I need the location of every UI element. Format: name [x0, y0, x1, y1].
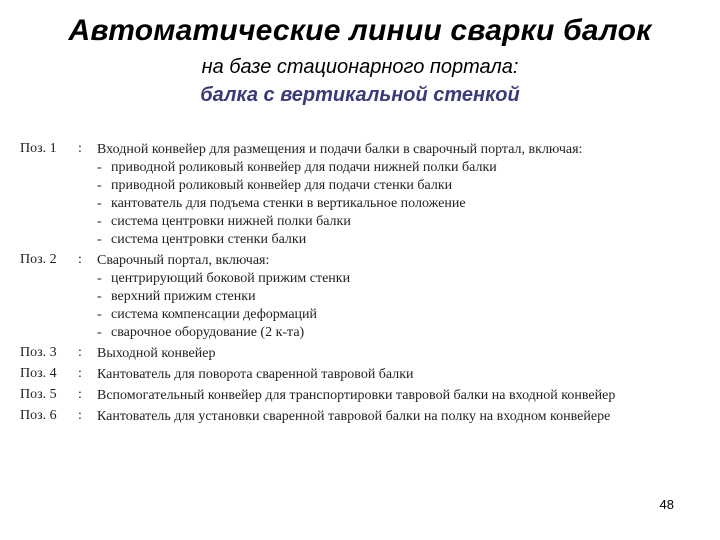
slide-title: Автоматические линии сварки балок [68, 14, 652, 47]
position-5 [20, 387, 710, 405]
position-colon: : [78, 387, 82, 402]
position-6 [20, 408, 710, 426]
position-text: Сварочный портал, включая: [97, 253, 270, 268]
position-label: Поз. 1 [20, 141, 57, 156]
position-subitem: - система компенсации деформаций [97, 307, 318, 322]
position-label: Поз. 3 [20, 345, 57, 360]
dash: - [97, 271, 102, 286]
slide-subtitle-line2: балка с вертикальной стенкой [200, 84, 520, 106]
position-subitem: - приводной роликовый конвейер для подачи нижней полки балки [97, 160, 497, 175]
dash: - [97, 232, 102, 247]
position-4 [20, 366, 710, 384]
position-label: Поз. 6 [20, 408, 57, 423]
dash: - [97, 307, 102, 322]
position-label: Поз. 5 [20, 387, 57, 402]
position-text: Кантователь для установки сваренной тавровой балки на полку на входном конвейере [97, 409, 611, 424]
position-label: Поз. 2 [20, 252, 57, 267]
position-3 [20, 345, 710, 363]
dash: - [97, 289, 102, 304]
dash: - [97, 325, 102, 340]
position-text: Вспомогательный конвейер для транспортировки тавровой балки на входной конвейер [97, 388, 616, 403]
positions-list [20, 141, 710, 426]
dash: - [97, 178, 102, 193]
position-colon: : [78, 252, 82, 267]
dash: - [97, 196, 102, 211]
position-subitem: - система центровки нижней полки балки [97, 214, 351, 229]
position-subitem: - кантователь для подъема стенки в вертикальное положение [97, 196, 466, 211]
position-label: Поз. 4 [20, 366, 57, 381]
position-text: Кантователь для поворота сваренной тавровой балки [97, 367, 414, 382]
position-subitem: - верхний прижим стенки [97, 289, 256, 304]
page-number: 48 [659, 497, 674, 512]
position-subitem: - центрирующий боковой прижим стенки [97, 271, 351, 286]
position-colon: : [78, 408, 82, 423]
position-1 [20, 141, 710, 249]
position-text: Выходной конвейер [97, 346, 216, 361]
position-subitem: - сварочное оборудование (2 к-та) [97, 325, 305, 340]
position-colon: : [78, 366, 82, 381]
position-subitem: - система центровки стенки балки [97, 232, 307, 247]
dash: - [97, 214, 102, 229]
position-text: Входной конвейер для размещения и подачи балки в сварочный портал, включая: [97, 142, 583, 157]
slide-subtitle-line1: на базе стационарного портала: [201, 56, 519, 78]
position-2 [20, 252, 710, 342]
position-subitem: - приводной роликовый конвейер для подачи стенки балки [97, 178, 453, 193]
position-colon: : [78, 141, 82, 156]
position-colon: : [78, 345, 82, 360]
dash: - [97, 160, 102, 175]
